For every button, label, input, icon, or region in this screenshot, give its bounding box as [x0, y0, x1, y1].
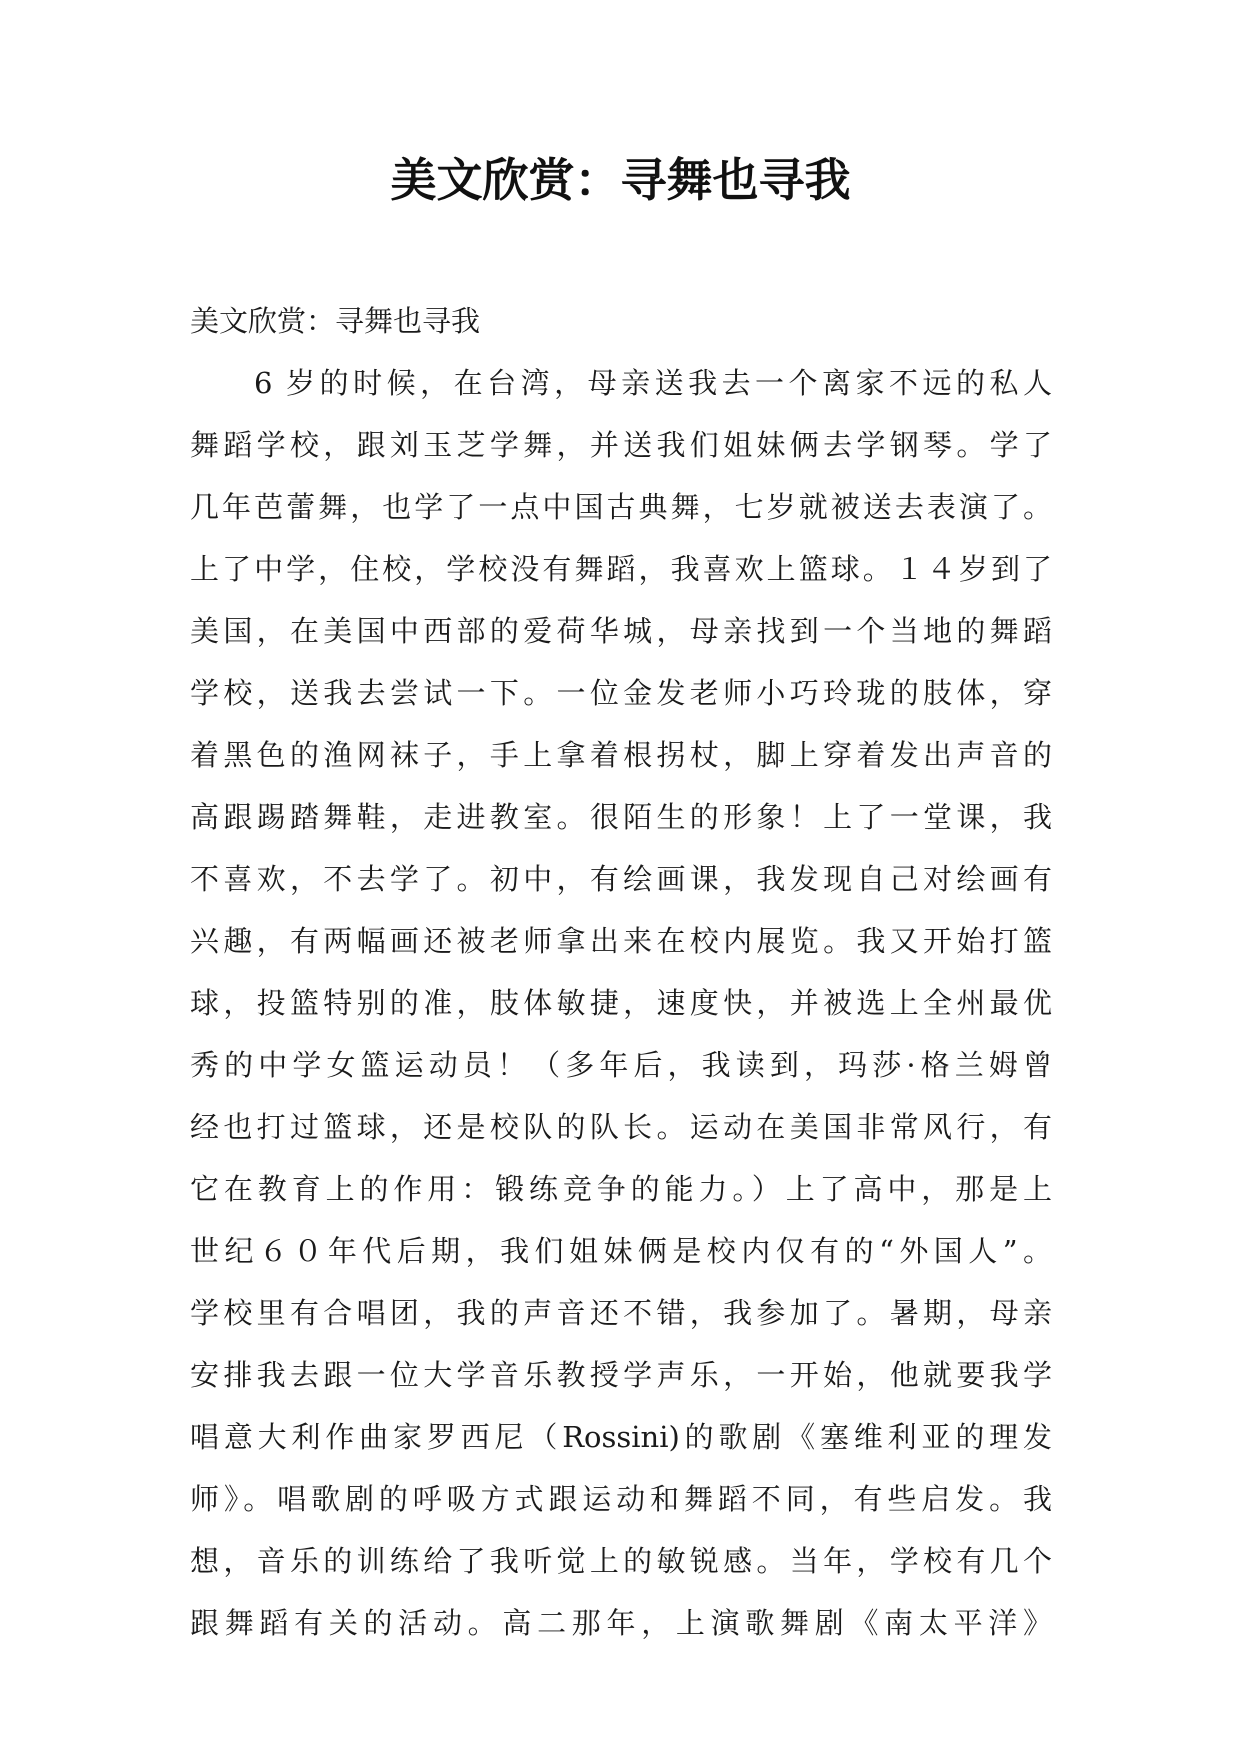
paragraph-line: 美国，在美国中西部的爱荷华城，母亲找到一个当地的舞蹈: [190, 614, 1052, 648]
paragraph-line: 不喜欢，不去学了。初中，有绘画课，我发现自己对绘画有: [190, 862, 1052, 896]
paragraph-line: 它在教育上的作用：锻练竞争的能力。）上了高中，那是上: [190, 1172, 1052, 1206]
paragraph-line: 6 岁的时候，在台湾，母亲送我去一个离家不远的私人: [254, 366, 1052, 400]
paragraph-line: 球，投篮特别的准，肢体敏捷，速度快，并被选上全州最优: [190, 986, 1052, 1020]
paragraph-line: 秀的中学女篮运动员！（多年后，我读到，玛莎·格兰姆曾: [190, 1048, 1052, 1082]
paragraph-line: 安排我去跟一位大学音乐教授学声乐，一开始，他就要我学: [190, 1358, 1052, 1392]
paragraph-line: 唱意大利作曲家罗西尼（Rossini)的歌剧《塞维利亚的理发: [190, 1420, 1052, 1454]
article-subtitle: 美文欣赏：寻舞也寻我: [190, 304, 481, 338]
paragraph-line: 高跟踢踏舞鞋，走进教室。很陌生的形象！上了一堂课，我: [190, 800, 1052, 834]
paragraph-line: 跟舞蹈有关的活动。高二那年，上演歌舞剧《南太平洋》: [190, 1606, 1052, 1640]
paragraph-line: 世纪６０年代后期，我们姐妹俩是校内仅有的“外国人”。: [190, 1234, 1052, 1268]
paragraph-line: 师》。唱歌剧的呼吸方式跟运动和舞蹈不同，有些启发。我: [190, 1482, 1052, 1516]
document-title: 美文欣赏：寻舞也寻我: [390, 153, 851, 207]
paragraph-line: 几年芭蕾舞，也学了一点中国古典舞，七岁就被送去表演了。: [190, 490, 1052, 524]
paragraph-line: 学校里有合唱团，我的声音还不错，我参加了。暑期，母亲: [190, 1296, 1052, 1330]
paragraph-line: 着黑色的渔网袜子，手上拿着根拐杖，脚上穿着发出声音的: [190, 738, 1052, 772]
paragraph-line: 想，音乐的训练给了我听觉上的敏锐感。当年，学校有几个: [190, 1544, 1052, 1578]
paragraph-line: 学校，送我去尝试一下。一位金发老师小巧玲珑的肢体，穿: [190, 676, 1052, 710]
paragraph-line: 上了中学，住校，学校没有舞蹈，我喜欢上篮球。１４岁到了: [190, 552, 1052, 586]
paragraph-line: 舞蹈学校，跟刘玉芝学舞，并送我们姐妹俩去学钢琴。学了: [190, 428, 1052, 462]
article-body: [190, 290, 1052, 1654]
paragraph-line: 兴趣，有两幅画还被老师拿出来在校内展览。我又开始打篮: [190, 924, 1052, 958]
paragraph-line: 经也打过篮球，还是校队的队长。运动在美国非常风行，有: [190, 1110, 1052, 1144]
